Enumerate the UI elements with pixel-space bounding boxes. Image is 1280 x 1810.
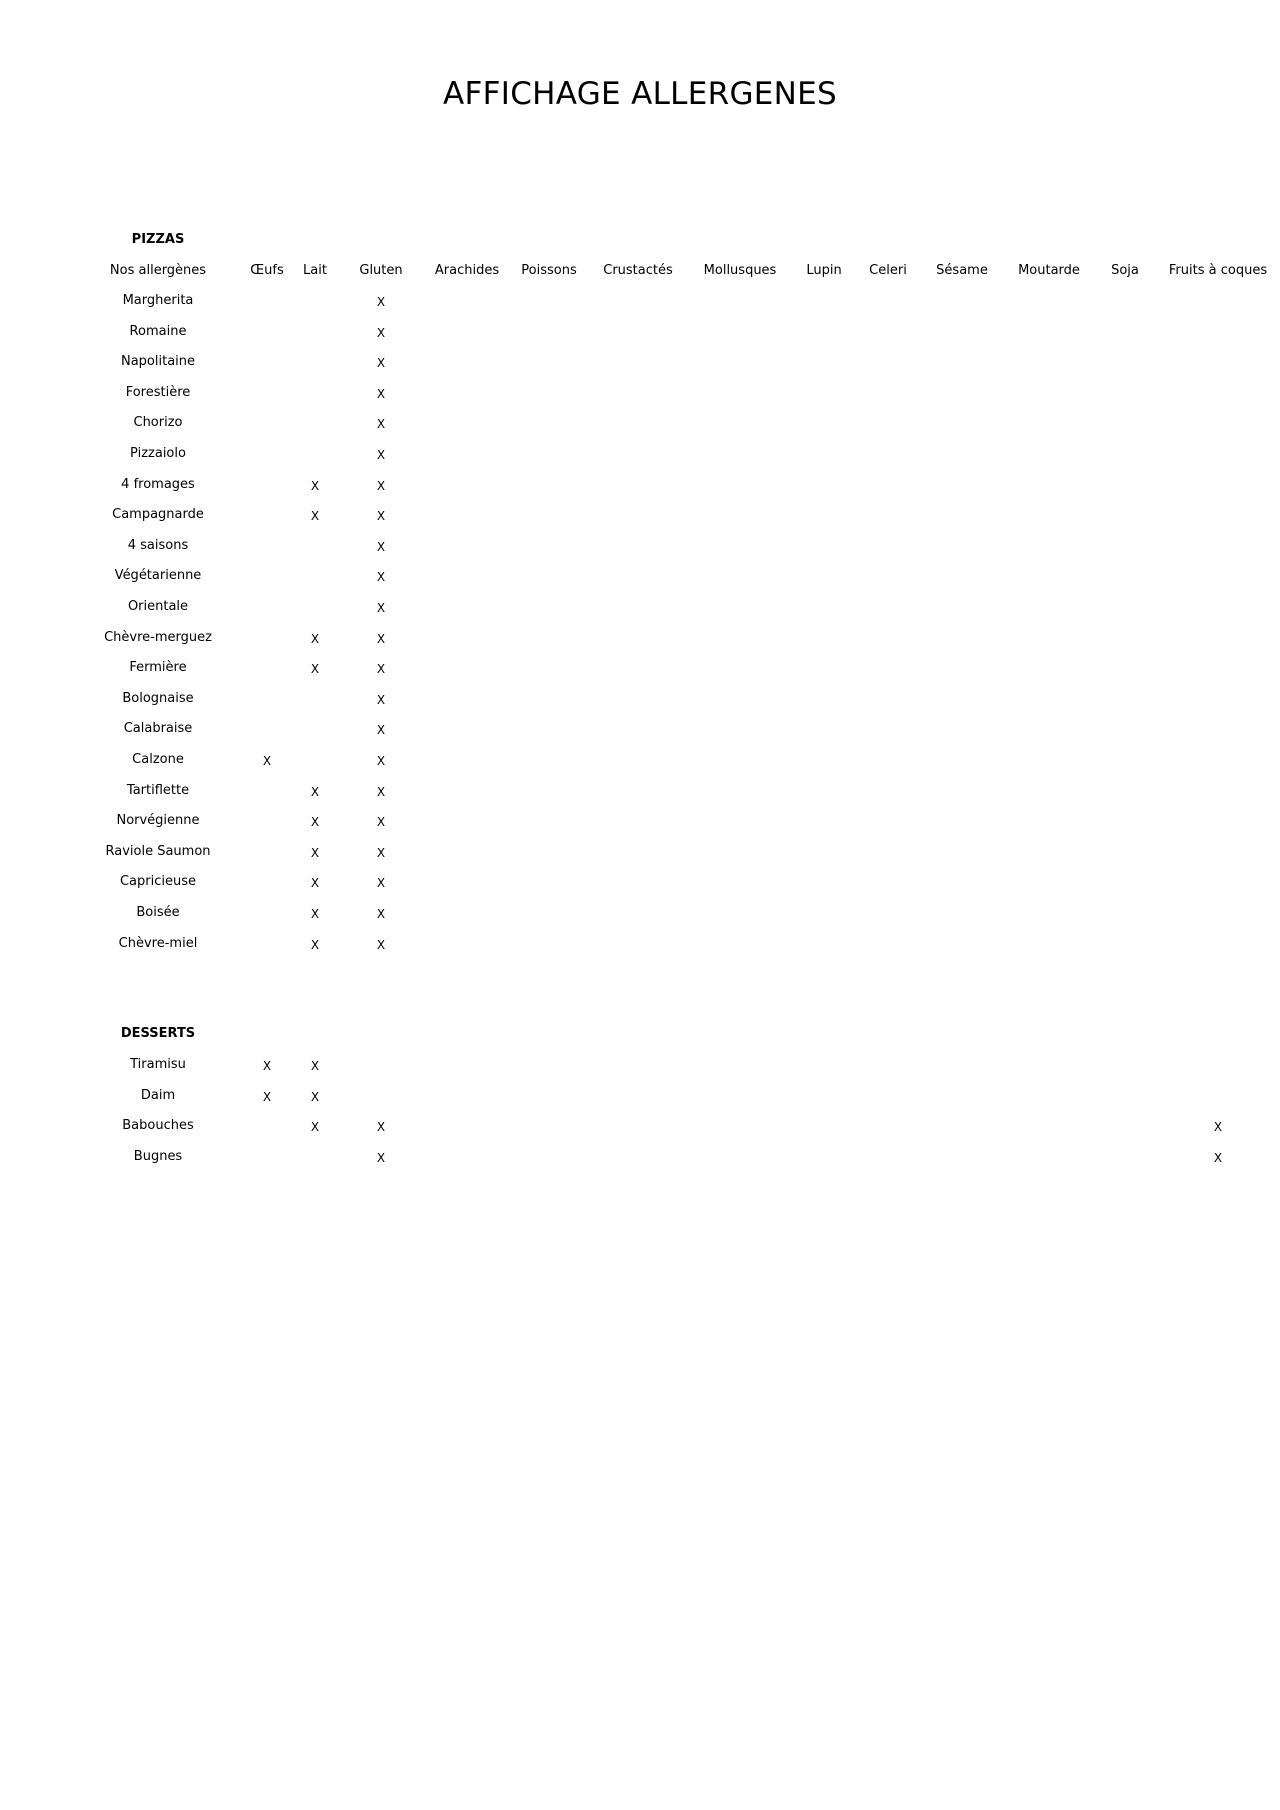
allergen-mark-lait: X [310,937,320,952]
allergen-mark-lait: X [310,631,320,646]
item-name: Fermière [129,660,187,676]
allergen-column-oeufs: Œufs [250,263,284,278]
item-name: Bolognaise [122,690,194,706]
item-name: Babouches [122,1118,194,1134]
allergen-mark-gluten: X [376,937,386,952]
allergen-mark-gluten: X [376,539,386,554]
item-name: Boisée [136,905,180,920]
allergen-mark-gluten: X [376,448,386,462]
allergen-column-lupin: Lupin [806,263,842,278]
item-name: Végétarienne [114,568,202,584]
allergen-mark-lait: X [310,1120,320,1135]
item-name: Norvégienne [116,813,200,829]
allergen-mark-gluten: X [376,356,386,371]
allergen-mark-lait: X [310,1089,320,1104]
item-name: Napolitaine [120,354,196,370]
allergen-mark-gluten: X [376,570,386,585]
allergen-mark-lait: X [310,876,320,891]
item-name: Pizzaiolo [130,446,186,461]
item-name: Forestière [125,384,191,400]
allergen-column-poissons: Poissons [521,263,577,278]
allergen-mark-gluten: X [376,478,386,493]
page-title: AFFICHAGE ALLERGENES [442,76,838,112]
allergen-column-mollusques: Mollusques [703,263,777,278]
item-name: Tartiflette [126,782,190,798]
allergen-header-label: Nos allergènes [109,263,207,278]
allergen-mark-gluten: X [376,845,386,860]
allergen-mark-gluten: X [376,692,386,707]
allergen-column-fruits-a-coques: Fruits à coques [1168,263,1268,278]
allergen-mark-gluten: X [376,631,386,646]
allergen-mark-gluten: X [376,907,386,921]
item-name: Chèvre-merguez [104,629,212,645]
allergen-column-gluten: Gluten [359,263,403,278]
allergen-column-moutarde: Moutarde [1018,263,1080,278]
item-name: 4 fromages [121,476,195,492]
allergen-mark-oeufs: X [262,1059,272,1073]
item-name: Calzone [132,752,184,767]
allergen-mark-fruits-a-coques: X [1213,1120,1223,1135]
allergen-mark-oeufs: X [262,1089,272,1104]
allergen-mark-gluten: X [376,784,386,799]
allergen-mark-lait: X [310,509,320,524]
allergen-mark-lait: X [310,784,320,799]
section-title: DESSERTS [120,1026,196,1041]
allergen-column-arachides: Arachides [434,263,500,278]
item-name: Orientale [127,599,189,614]
allergen-mark-lait: X [310,907,320,921]
allergen-mark-gluten: X [376,1120,386,1135]
allergen-mark-gluten: X [376,723,386,738]
allergen-mark-fruits-a-coques: X [1213,1150,1223,1165]
item-name: Daim [140,1087,176,1103]
allergen-mark-gluten: X [376,325,386,340]
allergen-mark-gluten: X [376,662,386,677]
item-name: Tiramisu [130,1057,186,1072]
allergen-mark-gluten: X [376,295,386,309]
allergen-mark-gluten: X [376,386,386,401]
allergen-mark-gluten: X [376,417,386,432]
allergen-mark-gluten: X [376,876,386,891]
item-name: Romaine [129,323,187,339]
allergen-mark-gluten: X [376,1150,386,1165]
allergen-mark-gluten: X [376,815,386,830]
allergen-column-soja: Soja [1111,263,1139,278]
item-name: Bugnes [133,1148,183,1164]
item-name: Campagnarde [112,507,204,523]
allergen-column-celeri: Celeri [869,263,907,278]
allergen-column-crustactes: Crustactés [603,263,673,278]
allergen-mark-oeufs: X [262,754,272,768]
allergen-column-sesame: Sésame [936,263,988,278]
allergen-mark-lait: X [310,478,320,493]
item-name: 4 saisons [127,537,189,553]
allergen-column-lait: Lait [303,263,327,278]
item-name: Chorizo [133,415,183,431]
allergen-mark-lait: X [310,1059,320,1073]
item-name: Raviole Saumon [105,843,211,859]
item-name: Calabraise [123,721,193,737]
allergen-mark-lait: X [310,815,320,830]
allergen-mark-lait: X [310,662,320,677]
allergen-mark-gluten: X [376,601,386,615]
item-name: Chèvre-miel [118,935,198,951]
allergen-mark-lait: X [310,845,320,860]
allergen-mark-gluten: X [376,509,386,524]
section-title: PIZZAS [131,232,185,247]
item-name: Capricieuse [119,874,197,890]
item-name: Margherita [122,293,194,308]
allergen-mark-gluten: X [376,754,386,768]
